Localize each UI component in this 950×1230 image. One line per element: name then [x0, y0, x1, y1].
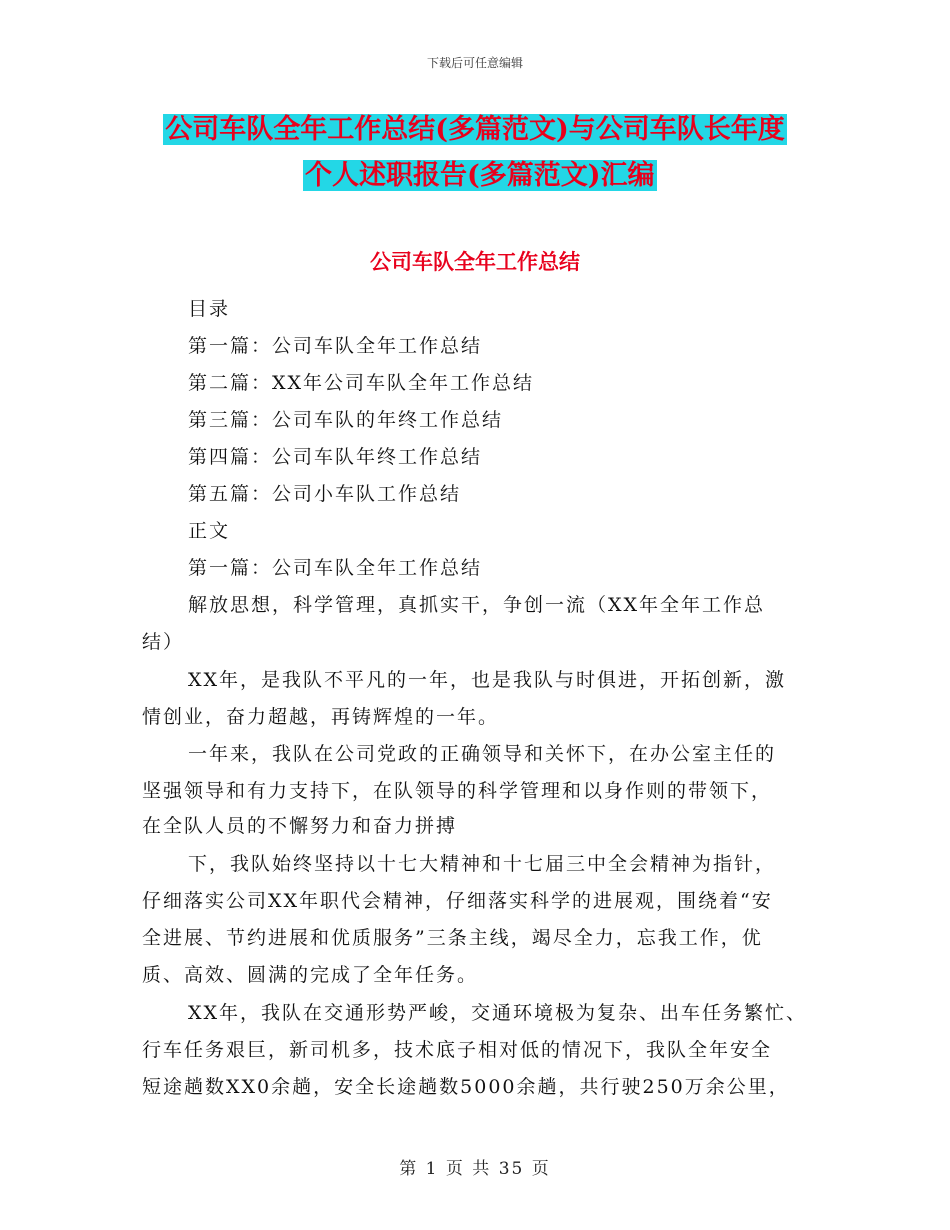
- title-highlight-1: 公司车队全年工作总结(多篇范文)与公司车队长年度: [165, 114, 785, 145]
- paragraph-line: 全进展、节约进展和优质服务”三条主线，竭尽全力，忘我工作，优: [142, 927, 763, 949]
- paragraph-line: 短途趟数XX0余趟，安全长途趟数5000余趟，共行驶250万余公里，: [142, 1076, 790, 1098]
- paragraph-line: 在全队人员的不懈努力和奋力拼搏: [142, 815, 458, 837]
- paragraph-line: 解放思想，科学管理，真抓实干，争创一流（XX年全年工作总: [188, 594, 766, 616]
- paragraph-line: 一年来，我队在公司党政的正确领导和关怀下，在办公室主任的: [188, 743, 777, 765]
- paragraph-line: 第一篇：公司车队全年工作总结: [188, 557, 483, 579]
- document-title-line-2: [0, 156, 950, 196]
- toc-item: 第三篇：公司车队的年终工作总结: [188, 409, 504, 431]
- header-note: 下载后可任意编辑: [426, 56, 523, 70]
- paragraph-line: 结）: [142, 631, 185, 653]
- page-footer: 第 1 页 共 35 页: [399, 1159, 551, 1179]
- paragraph-line: XX年，是我队不平凡的一年，也是我队与时俱进，开拓创新，激: [188, 669, 787, 691]
- section-title: 公司车队全年工作总结: [370, 249, 580, 274]
- paragraph-line: 坚强领导和有力支持下，在队领导的科学管理和以身作则的带领下，: [142, 780, 773, 802]
- paragraph-line: 质、高效、圆满的完成了全年任务。: [142, 964, 479, 986]
- toc-item: 第一篇：公司车队全年工作总结: [188, 335, 483, 357]
- toc-heading: 目录: [188, 298, 231, 320]
- paragraph-line: 仔细落实公司XX年职代会精神，仔细落实科学的进展观，围绕着“安: [142, 890, 773, 912]
- document-title-line-1: [0, 110, 950, 150]
- title-highlight-2: 个人述职报告(多篇范文)汇编: [305, 160, 655, 191]
- toc-item: 第五篇：公司小车队工作总结: [188, 483, 462, 505]
- toc-item: 第四篇：公司车队年终工作总结: [188, 446, 483, 468]
- paragraph-line: XX年，我队在交通形势严峻，交通环境极为复杂、出车任务繁忙、: [188, 1002, 808, 1024]
- paragraph-line: 情创业，奋力超越，再铸辉煌的一年。: [142, 706, 500, 728]
- paragraph-line: 行车任务艰巨，新司机多，技术底子相对低的情况下，我队全年安全: [142, 1039, 773, 1061]
- toc-item: 第二篇：XX年公司车队全年工作总结: [188, 372, 535, 394]
- paragraph-line: 下，我队始终坚持以十七大精神和十七届三中全会精神为指针，: [188, 853, 777, 875]
- body-heading: 正文: [188, 520, 231, 542]
